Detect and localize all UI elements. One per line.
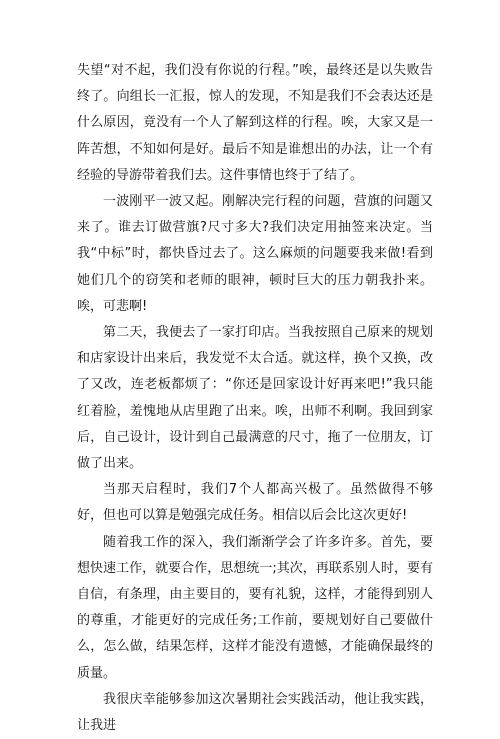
- paragraph-2: 一波刚平一波又起。刚解决完行程的问题，营旗的问题又来了。谁去订做营旗?尺寸多大?我们决定用抽签来决定。当我“中标”时，都快昏过去了。这么麻烦的问题要我来做!看到她们几个的窃笑和老师的眼神，顿时巨大的压力朝我扑来。唉，可悲啊!: [77, 194, 433, 314]
- paragraph-5: 随着我工作的深入，我们渐渐学会了许多许多。首先，要想快速工作，就要合作，思想统一;其次，再联系别人时，要有自信，有条理，由主要目的，要有礼貌，这样，才能得到别人的尊重，才能更好的完成任务;工作前，要规划好自己要做什么，怎么做，结果怎样，这样才能没有遗憾，才能确保最终的质量。: [77, 534, 433, 681]
- paragraph-1: 失望“对不起，我们没有你说的行程。”唉，最终还是以失败告终了。向组长一汇报，惊人的发现，不知是我们不会表达还是什么原因，竟没有一个人了解到这样的行程。唉，大家又是一阵苦想，不知如何是好。最后不知是谁想出的办法，让一个有经验的导游带着我们去。这件事情也终于了结了。: [77, 63, 433, 183]
- paragraph-4: 当那天启程时，我们7个人都高兴极了。虽然做得不够好，但也可以算是勉强完成任务。相信以后会比这次更好!: [77, 482, 433, 524]
- paragraph-6: 我很庆幸能够参加这次暑期社会实践活动，他让我实践，让我进: [77, 691, 433, 734]
- document-body: [77, 58, 433, 739]
- paragraph-3: 第二天，我便去了一家打印店。当我按照自己原来的规划和店家设计出来后，我发觉不太合适。就这样，换个又换，改了又改，连老板都烦了：“你还是回家设计好再来吧!”我只能红着脸，羞愧地从店里跑了出来。唉，出师不利啊。我回到家后，自己设计，设计到自己最满意的尺寸，拖了一位朋友，订做了出来。: [77, 325, 433, 472]
